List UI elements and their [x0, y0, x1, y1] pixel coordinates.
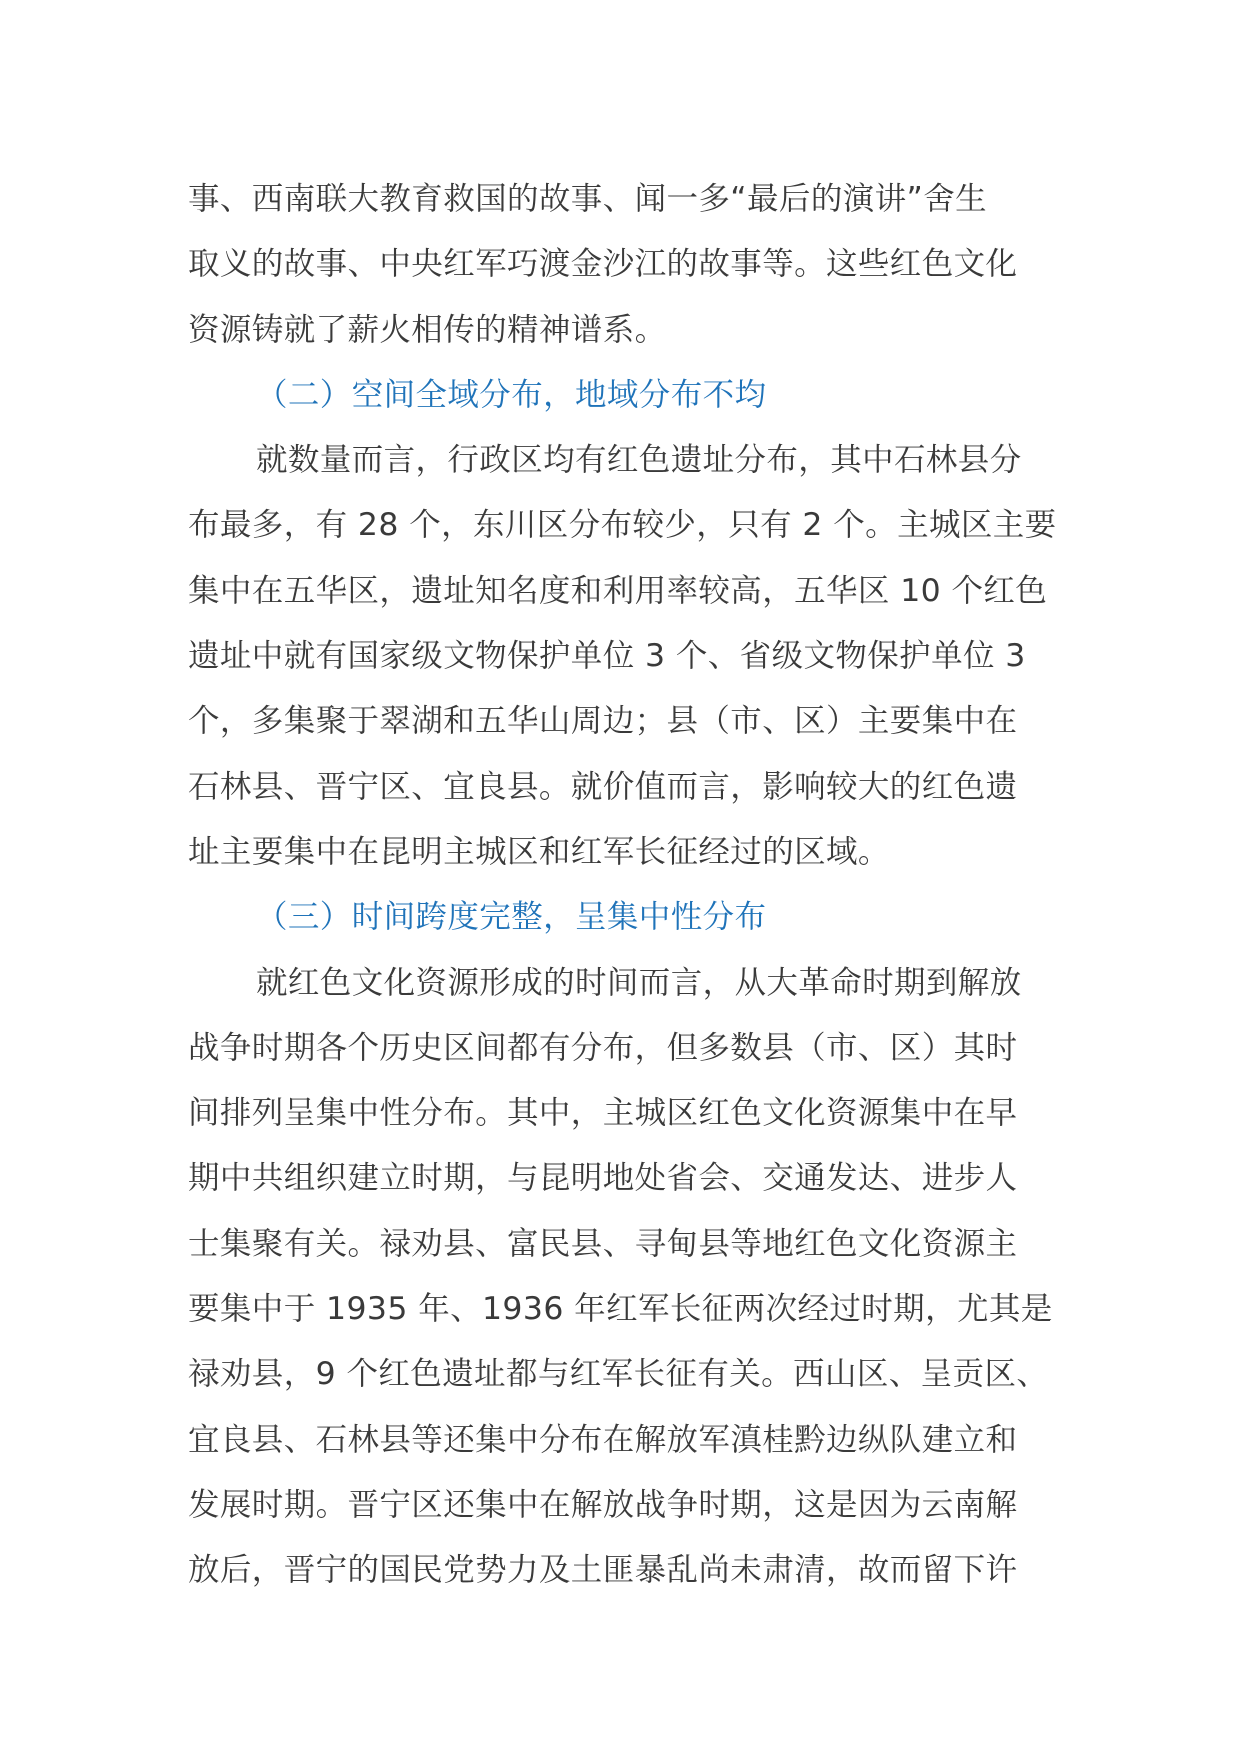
paragraph-line: 个，多集聚于翠湖和五华山周边；县（市、区）主要集中在 — [188, 703, 1018, 740]
paragraph-line: 要集中于 1935 年、1936 年红军长征两次经过时期，尤其是 — [188, 1291, 1053, 1328]
document-body — [188, 167, 1058, 1604]
paragraph-line: 布最多，有 28 个，东川区分布较少，只有 2 个。主城区主要 — [188, 507, 1057, 544]
section-heading-2: （二）空间全域分布，地域分布不均 — [256, 376, 767, 413]
paragraph-line: 宜良县、石林县等还集中分布在解放军滇桂黔边纵队建立和 — [188, 1421, 1018, 1458]
paragraph-line: 就红色文化资源形成的时间而言，从大革命时期到解放 — [256, 964, 1022, 1001]
paragraph-line: 战争时期各个历史区间都有分布，但多数县（市、区）其时 — [188, 1029, 1018, 1066]
paragraph-line: 事、西南联大教育救国的故事、闻一多“最后的演讲”舍生 — [188, 181, 988, 217]
paragraph-line: 士集聚有关。禄劝县、富民县、寻甸县等地红色文化资源主 — [188, 1225, 1018, 1262]
paragraph-line: 发展时期。晋宁区还集中在解放战争时期，这是因为云南解 — [188, 1486, 1018, 1523]
paragraph-line: 禄劝县，9 个红色遗址都与红军长征有关。西山区、呈贡区、 — [188, 1356, 1049, 1393]
paragraph-line: 间排列呈集中性分布。其中，主城区红色文化资源集中在早 — [188, 1095, 1018, 1132]
paragraph-line: 资源铸就了薪火相传的精神谱系。 — [188, 311, 667, 348]
paragraph-line: 就数量而言，行政区均有红色遗址分布，其中石林县分 — [256, 442, 1022, 479]
paragraph-line: 石林县、晋宁区、宜良县。就价值而言，影响较大的红色遗 — [188, 768, 1018, 805]
paragraph-line: 取义的故事、中央红军巧渡金沙江的故事等。这些红色文化 — [188, 246, 1018, 283]
paragraph-line: 放后，晋宁的国民党势力及土匪暴乱尚未肃清，故而留下许 — [188, 1552, 1018, 1589]
paragraph-line: 期中共组织建立时期，与昆明地处省会、交通发达、进步人 — [188, 1160, 1018, 1197]
paragraph-line: 遗址中就有国家级文物保护单位 3 个、省级文物保护单位 3 — [188, 638, 1026, 675]
paragraph-line: 集中在五华区，遗址知名度和利用率较高，五华区 10 个红色 — [188, 572, 1048, 609]
paragraph-line: 址主要集中在昆明主城区和红军长征经过的区域。 — [188, 833, 890, 870]
section-heading-3: （三）时间跨度完整，呈集中性分布 — [256, 899, 767, 936]
